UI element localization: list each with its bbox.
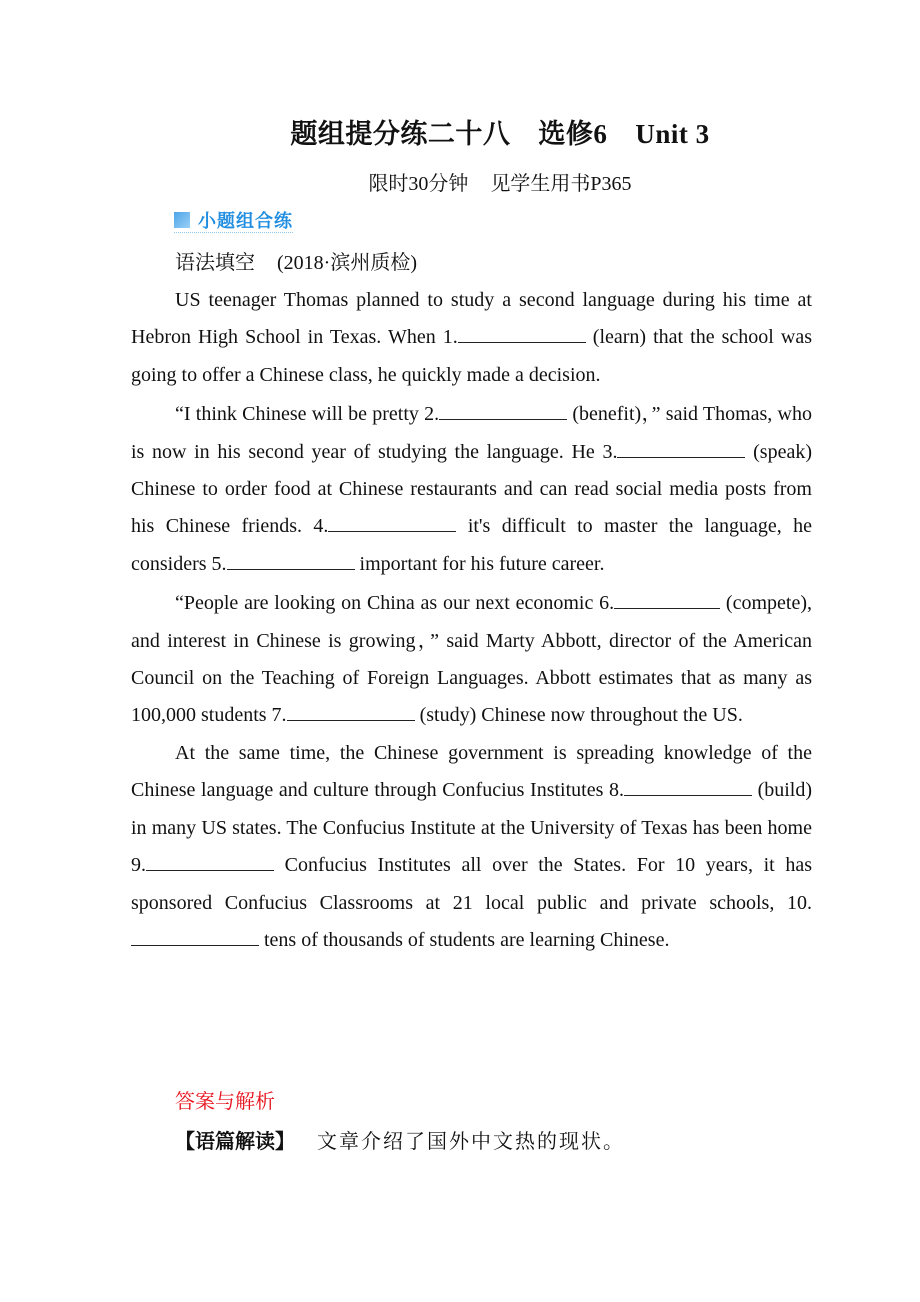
paragraph-1: US teenager Thomas planned to study a second language during his time at Hebron High School in Texas. When 1. (learn) that the school was going to offer a Chinese class, he quickly made a decision. bbox=[131, 289, 812, 386]
title-unit: Unit 3 bbox=[635, 119, 710, 149]
section-tag-label: 小题组合练 bbox=[198, 211, 293, 232]
page-subtitle bbox=[0, 167, 920, 196]
blank-4[interactable] bbox=[328, 513, 456, 532]
title-main: 题组提分练二十八 bbox=[290, 119, 511, 149]
page-title bbox=[0, 112, 920, 151]
title-module: 选修6 bbox=[538, 119, 608, 149]
analysis-text: 文章介绍了国外中文热的现状。 bbox=[317, 1129, 625, 1153]
paragraph-2: “I think Chinese will be pretty 2. (benefit)，” said Thomas, who is now in his second year of studying the language. He 3. (speak) Chinese to order food at Chinese restaurants and can read social media posts from his Chinese friends. 4. it's difficult to master the language, he considers 5. important for his future career. bbox=[131, 403, 812, 575]
paragraph-4: At the same time, the Chinese government is spreading knowledge of the Chinese language and culture through Confucius Institutes 8. (build) in many US states. The Confucius Institute at the University of Texas has been home 9. Confucius Institutes all over the States. For 10 years, it has sponsored Confucius Classrooms at 21 local public and private schools, 10. tens of thousands of students are learning Chinese. bbox=[131, 741, 812, 951]
blank-1[interactable] bbox=[458, 324, 586, 343]
analysis-line bbox=[175, 1125, 625, 1154]
analysis-label: 【语篇解读】 bbox=[175, 1129, 295, 1153]
paragraph-3: “People are looking on China as our next economic 6. (compete), and interest in Chinese is growing，” said Marty Abbott, director of the American Council on the Teaching of Foreign Languages. Abbott estimates that as many as 100,000 students 7. (study) Chinese now throughout the US. bbox=[131, 592, 812, 727]
blank-2[interactable] bbox=[439, 401, 567, 420]
blank-8[interactable] bbox=[624, 777, 752, 796]
blank-5[interactable] bbox=[227, 551, 355, 570]
blank-3[interactable] bbox=[617, 439, 745, 458]
section-tag bbox=[174, 208, 293, 233]
question-type: 语法填空 bbox=[175, 252, 255, 274]
passage bbox=[131, 282, 812, 959]
blank-7[interactable] bbox=[287, 702, 415, 721]
question-heading bbox=[175, 246, 417, 275]
blank-10[interactable] bbox=[131, 927, 259, 946]
time-limit: 限时30分钟 bbox=[368, 173, 469, 195]
book-reference: 见学生用书P365 bbox=[490, 173, 632, 195]
question-source: (2018·滨州质检) bbox=[277, 252, 417, 274]
blank-6[interactable] bbox=[614, 590, 720, 609]
section-square-icon bbox=[174, 212, 190, 228]
blank-9[interactable] bbox=[146, 852, 274, 871]
answer-heading: 答案与解析 bbox=[175, 1089, 275, 1113]
